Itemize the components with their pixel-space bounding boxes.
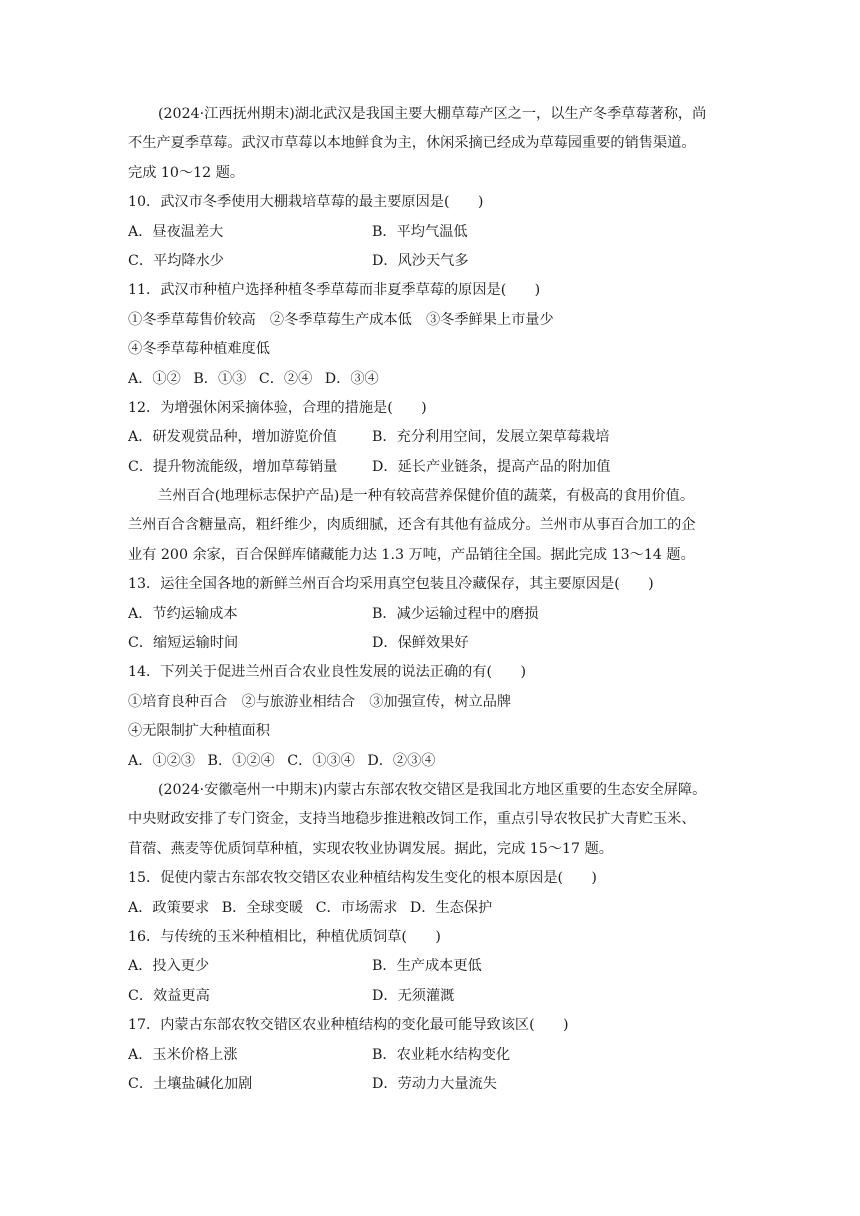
question-12	[128, 394, 750, 482]
option-b: B．全球变暖	[221, 899, 304, 916]
option-c: C．缩短运输时间	[128, 635, 239, 652]
passage-line: 苜蓿、燕麦等优质饲草种植，实现农牧业协调发展。据此，完成 15～17 题。	[128, 840, 613, 857]
option-c: C．②④	[258, 370, 313, 387]
question-stem: 13．运往全国各地的新鲜兰州百合均采用真空包装且冷藏保存，其主要原因是( )	[128, 576, 654, 593]
passage-line: (2024·安徽亳州一中期末)内蒙古东部农牧交错区是我国北方地区重要的生态安全屏障。	[158, 781, 707, 798]
option-a: A．玉米价格上涨	[128, 1046, 238, 1063]
option-d: D．风沙天气多	[372, 252, 469, 269]
option-d: D．③④	[324, 370, 379, 387]
passage-strawberry	[128, 100, 750, 188]
question-stem: 12．为增强休闲采摘体验，合理的措施是( )	[128, 399, 427, 416]
option-d: D．无须灌溉	[372, 987, 455, 1004]
option-c: C．提升物流能级，增加草莓销量	[128, 458, 338, 475]
question-14	[128, 658, 750, 776]
question-stem: 14．下列关于促进兰州百合农业良性发展的说法正确的有( )	[128, 664, 527, 681]
option-a: A．投入更少	[128, 958, 210, 975]
option-b: B．充分利用空间，发展立架草莓栽培	[372, 429, 610, 446]
options-row	[128, 982, 750, 1011]
options-row	[128, 1041, 750, 1070]
option-c: C．市场需求	[315, 899, 398, 916]
options-row	[128, 247, 750, 276]
question-stem: 15．促使内蒙古东部农牧交错区农业种植结构发生变化的根本原因是( )	[128, 870, 597, 887]
options-row	[128, 747, 750, 776]
statement-items: ①培育良种百合 ②与旅游业相结合 ③加强宣传，树立品牌	[128, 693, 512, 710]
option-c: C．①③④	[287, 752, 355, 769]
options-row	[128, 952, 750, 981]
option-c: C．土壤盐碱化加剧	[128, 1075, 253, 1092]
option-b: B．①②④	[207, 752, 275, 769]
options-row	[128, 600, 750, 629]
option-d: D．②③④	[367, 752, 436, 769]
question-17	[128, 1011, 750, 1099]
options-row	[128, 423, 750, 452]
question-11	[128, 276, 750, 394]
option-a: A．昼夜温差大	[128, 223, 224, 240]
passage-line: 中央财政安排了专门资金，支持当地稳步推进粮改饲工作，重点引导农牧民扩大青贮玉米、	[128, 811, 696, 828]
question-stem: 10．武汉市冬季使用大棚栽培草莓的最主要原因是( )	[128, 194, 484, 211]
options-row	[128, 365, 750, 394]
options-row	[128, 894, 750, 923]
options-row	[128, 1070, 750, 1099]
question-stem: 11．武汉市种植户选择种植冬季草莓而非夏季草莓的原因是( )	[128, 282, 541, 299]
option-a: A．①②③	[128, 752, 195, 769]
document-body	[128, 100, 750, 1099]
option-c: C．效益更高	[128, 987, 210, 1004]
statement-items: ④冬季草莓种植难度低	[128, 341, 270, 358]
statement-items: ①冬季草莓售价较高 ②冬季草莓生产成本低 ③冬季鲜果上市量少	[128, 311, 554, 328]
option-b: B．减少运输过程中的磨损	[372, 605, 539, 622]
options-row	[128, 629, 750, 658]
option-a: A．节约运输成本	[128, 605, 238, 622]
passage-line: 完成 10～12 题。	[128, 164, 245, 181]
option-d: D．生态保护	[409, 899, 493, 916]
option-b: B．生产成本更低	[372, 958, 482, 975]
options-row	[128, 218, 750, 247]
options-row	[128, 453, 750, 482]
question-15	[128, 864, 750, 923]
option-d: D．延长产业链条，提高产品的附加值	[372, 458, 611, 475]
question-stem: 17．内蒙古东部农牧交错区农业种植结构的变化最可能导致该区( )	[128, 1017, 569, 1034]
passage-inner-mongolia	[128, 776, 750, 864]
passage-lily	[128, 482, 750, 570]
statement-items: ④无限制扩大种植面积	[128, 723, 270, 740]
option-d: D．保鲜效果好	[372, 635, 469, 652]
question-16	[128, 923, 750, 1011]
option-a: A．研发观赏品种，增加游览价值	[128, 429, 337, 446]
question-stem: 16．与传统的玉米种植相比，种植优质饲草( )	[128, 928, 441, 945]
option-c: C．平均降水少	[128, 252, 224, 269]
question-10	[128, 188, 750, 276]
option-a: A．①②	[128, 370, 181, 387]
passage-line: 不生产夏季草莓。武汉市草莓以本地鲜食为主，休闲采摘已经成为草莓园重要的销售渠道。	[128, 135, 696, 152]
option-b: B．农业耗水结构变化	[372, 1046, 511, 1063]
passage-line: 兰州百合(地理标志保护产品)是一种有较高营养保健价值的蔬菜，有极高的食用价值。	[158, 488, 695, 505]
passage-line: 业有 200 余家，百合保鲜库储藏能力达 1.3 万吨，产品销往全国。据此完成 13～14 题。	[128, 546, 695, 563]
option-d: D．劳动力大量流失	[372, 1075, 497, 1092]
option-a: A．政策要求	[128, 899, 210, 916]
passage-line: (2024·江西抚州期末)湖北武汉是我国主要大棚草莓产区之一，以生产冬季草莓著称，尚	[158, 106, 707, 122]
option-b: B．①③	[193, 370, 247, 387]
option-b: B．平均气温低	[372, 223, 468, 240]
passage-line: 兰州百合含糖量高，粗纤维少，肉质细腻，还含有其他有益成分。兰州市从事百合加工的企	[128, 517, 696, 534]
question-13	[128, 570, 750, 658]
